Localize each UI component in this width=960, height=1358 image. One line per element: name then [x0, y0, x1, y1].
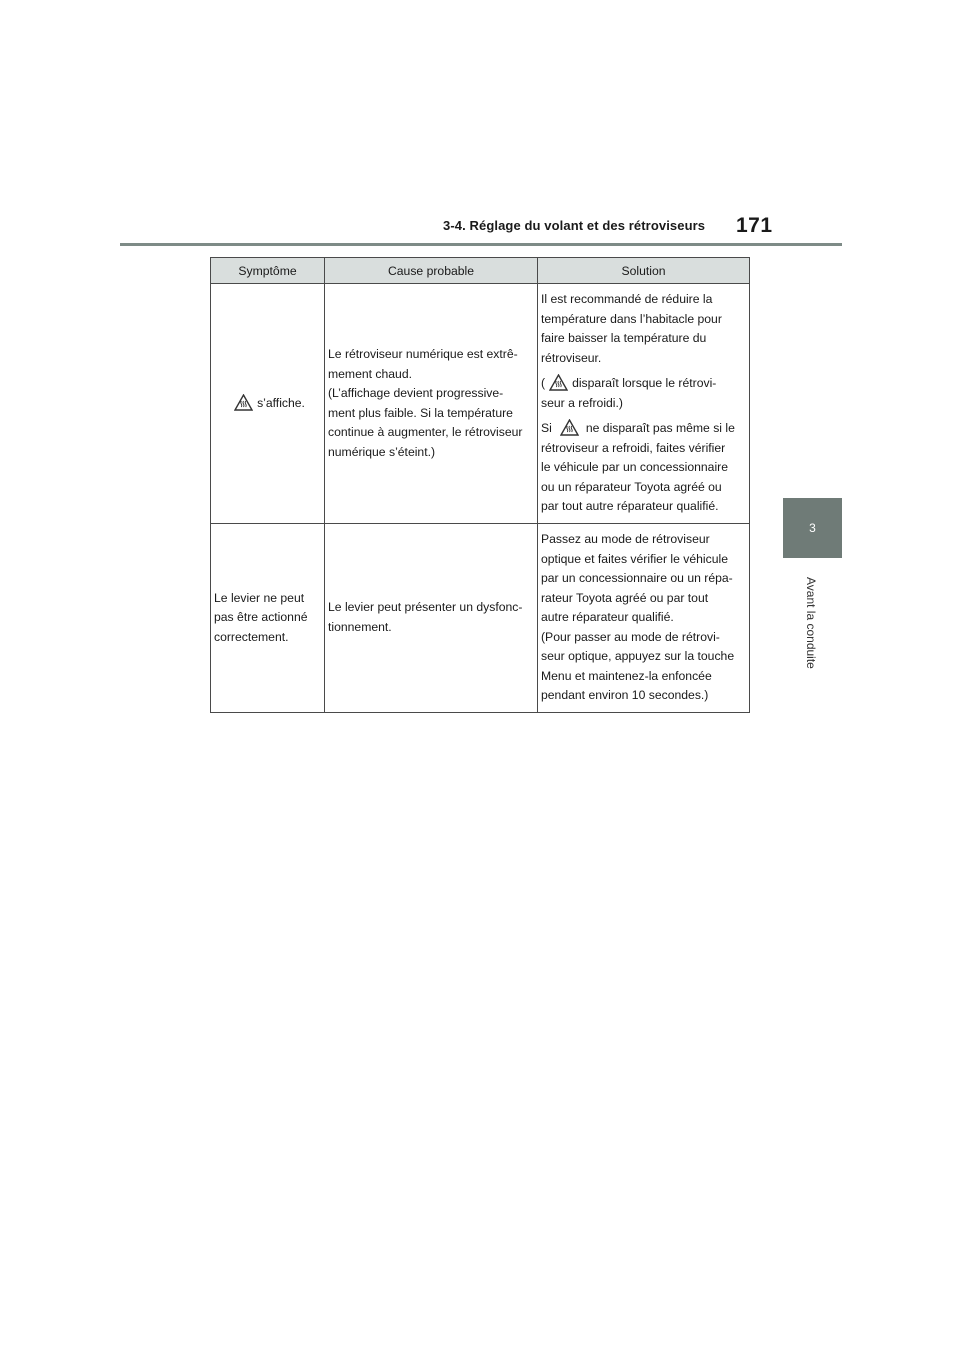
solution-paragraph: [541, 374, 746, 413]
solution-line: rétroviseur a refroidi, faites vérifier: [541, 440, 726, 455]
symptom-cell: [211, 284, 325, 524]
open-paren: (: [541, 376, 546, 391]
symptom-text: s’affiche.: [257, 395, 305, 410]
solution-line: Il est recommandé de réduire la: [541, 292, 713, 307]
solution-line: par tout autre réparateur qualifié.: [541, 499, 719, 514]
solution-cell: [538, 524, 750, 713]
solution-line: seur a refroidi.): [541, 395, 623, 410]
header-rule: [120, 243, 842, 246]
si-word: Si: [541, 421, 552, 436]
solution-line: optique et faites vérifier le véhicule: [541, 551, 728, 566]
cause-line: Le rétroviseur numérique est extrê-: [328, 347, 518, 361]
symptom-line: pas être actionné: [214, 610, 308, 624]
column-header-cause: Cause probable: [325, 258, 538, 284]
solution-line: le véhicule par un concessionnaire: [541, 460, 728, 475]
solution-line: Menu et maintenez-la enfoncée: [541, 668, 712, 683]
solution-line: ou un réparateur Toyota agréé ou: [541, 479, 722, 494]
cause-line: continue à augmenter, le rétroviseur: [328, 425, 523, 439]
page-number: 171: [736, 214, 773, 237]
chapter-number: 3: [809, 521, 816, 535]
solution-line: rétroviseur.: [541, 350, 602, 365]
table-row: [211, 524, 750, 713]
solution-line: rateur Toyota agréé ou par tout: [541, 590, 709, 605]
cause-line: (L’affichage devient progressive-: [328, 386, 504, 400]
heat-warning-icon: [549, 374, 568, 391]
heat-warning-icon: [560, 419, 579, 436]
troubleshooting-table: [210, 257, 750, 713]
solution-text: disparaît lorsque le rétrovi-: [572, 376, 717, 391]
solution-line: Passez au mode de rétroviseur: [541, 532, 710, 546]
solution-line: autre réparateur qualifié.: [541, 610, 674, 624]
solution-line: (Pour passer au mode de rétrovi-: [541, 629, 720, 644]
column-header-symptom: Symptôme: [211, 258, 325, 284]
cause-line: tionnement.: [328, 619, 392, 634]
solution-line: par un concessionnaire ou un répa-: [541, 571, 733, 585]
column-header-solution: Solution: [538, 258, 750, 284]
solution-paragraph: [541, 290, 746, 368]
cause-cell: [325, 284, 538, 524]
table-header-row: [211, 258, 750, 284]
solution-line: seur optique, appuyez sur la touche: [541, 649, 735, 663]
solution-line: température dans l’habitacle pour: [541, 311, 722, 326]
symptom-line: Le levier ne peut: [214, 590, 305, 605]
heat-warning-icon: [234, 394, 253, 411]
cause-line: mement chaud.: [328, 366, 413, 381]
solution-line: faire baisser la température du: [541, 331, 707, 346]
solution-paragraph: [541, 419, 746, 517]
solution-line: pendant environ 10 secondes.): [541, 688, 709, 702]
solution-text: ne disparaît pas même si le: [585, 421, 735, 436]
chapter-tab: [783, 498, 842, 558]
table-row: [211, 284, 750, 524]
symptom-line: correctement.: [214, 629, 289, 644]
symptom-cell: [211, 524, 325, 713]
cause-line: numérique s’éteint.): [328, 444, 436, 459]
chapter-label: Avant la conduite: [804, 577, 818, 669]
cause-cell: [325, 524, 538, 713]
solution-line: [541, 374, 746, 394]
cause-line: ment plus faible. Si la température: [328, 405, 513, 420]
solution-cell: [538, 284, 750, 524]
cause-line: Le levier peut présenter un dysfonc-: [328, 600, 523, 615]
solution-line: [541, 419, 746, 439]
section-title: 3-4. Réglage du volant et des rétroviseurs: [443, 218, 706, 233]
